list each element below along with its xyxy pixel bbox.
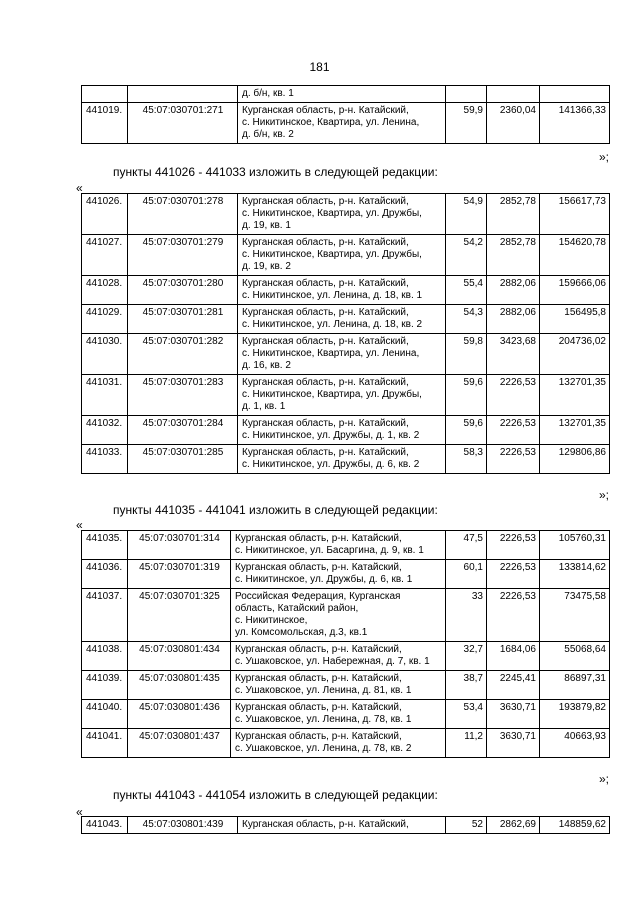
unit-price-cell: 2226,53 bbox=[487, 416, 540, 445]
value-cell: 148859,62 bbox=[540, 817, 610, 834]
unit-price-cell: 2226,53 bbox=[487, 560, 540, 589]
area-cell: 58,3 bbox=[446, 445, 487, 474]
value-cell: 40663,93 bbox=[540, 729, 610, 758]
closing-quote: »; bbox=[598, 488, 609, 502]
table-row bbox=[82, 560, 610, 589]
row-number-cell: 441032. bbox=[82, 416, 128, 445]
address-cell: Курганская область, р-н. Катайский, с. Никитинское, Квартира, ул. Ленина, д. б/н, кв. 2 bbox=[238, 103, 446, 144]
address-cell: Курганская область, р-н. Катайский, с. Никитинское, Квартира, ул. Дружбы, д. 19, кв. 1 bbox=[238, 194, 446, 235]
cadastral-number-cell: 45:07:030701:280 bbox=[128, 276, 238, 305]
table-row bbox=[82, 589, 610, 642]
row-number-cell: 441030. bbox=[82, 334, 128, 375]
row-number-cell: 441035. bbox=[82, 531, 128, 560]
row-number-cell: 441031. bbox=[82, 375, 128, 416]
value-cell bbox=[540, 86, 610, 103]
area-cell: 11,2 bbox=[446, 729, 487, 758]
address-cell: д. б/н, кв. 1 bbox=[238, 86, 446, 103]
row-number-cell: 441040. bbox=[82, 700, 128, 729]
table-row bbox=[82, 729, 610, 758]
table-row bbox=[82, 86, 610, 103]
opening-quote: « bbox=[76, 518, 83, 532]
table-row bbox=[82, 235, 610, 276]
value-cell: 154620,78 bbox=[540, 235, 610, 276]
table-row bbox=[82, 276, 610, 305]
table-row bbox=[82, 445, 610, 474]
address-cell: Курганская область, р-н. Катайский, с. Никитинское, Квартира, ул. Ленина, д. 16, кв. 2 bbox=[238, 334, 446, 375]
area-cell: 60,1 bbox=[446, 560, 487, 589]
value-cell: 156617,73 bbox=[540, 194, 610, 235]
address-cell: Курганская область, р-н. Катайский, с. Ушаковское, ул. Набережная, д. 7, кв. 1 bbox=[231, 642, 446, 671]
table-row bbox=[82, 531, 610, 560]
value-cell: 129806,86 bbox=[540, 445, 610, 474]
unit-price-cell: 2882,06 bbox=[487, 305, 540, 334]
cadastral-number-cell: 45:07:030801:439 bbox=[128, 817, 238, 834]
amendment-instruction: пункты 441035 - 441041 изложить в следующей редакции: bbox=[113, 503, 438, 517]
closing-quote: »; bbox=[598, 150, 609, 164]
area-cell: 32,7 bbox=[446, 642, 487, 671]
closing-quote: »; bbox=[598, 772, 609, 786]
cadastral-number-cell: 45:07:030701:314 bbox=[128, 531, 231, 560]
amendment-instruction: пункты 441043 - 441054 изложить в следующей редакции: bbox=[113, 788, 438, 802]
unit-price-cell: 2226,53 bbox=[487, 589, 540, 642]
registry-table-4 bbox=[81, 816, 610, 834]
area-cell: 59,8 bbox=[446, 334, 487, 375]
table-row bbox=[82, 305, 610, 334]
row-number-cell: 441038. bbox=[82, 642, 128, 671]
value-cell: 86897,31 bbox=[540, 671, 610, 700]
value-cell: 132701,35 bbox=[540, 416, 610, 445]
area-cell: 59,6 bbox=[446, 416, 487, 445]
address-cell: Российская Федерация, Курганская область, Катайский район, с. Никитинское, ул. Комсомольская, д.3, кв.1 bbox=[231, 589, 446, 642]
cadastral-number-cell: 45:07:030701:279 bbox=[128, 235, 238, 276]
row-number-cell: 441043. bbox=[82, 817, 128, 834]
address-cell: Курганская область, р-н. Катайский, с. Никитинское, ул. Басаргина, д. 9, кв. 1 bbox=[231, 531, 446, 560]
row-number-cell: 441039. bbox=[82, 671, 128, 700]
table-row bbox=[82, 700, 610, 729]
opening-quote: « bbox=[76, 181, 83, 195]
row-number-cell: 441019. bbox=[82, 103, 128, 144]
cadastral-number-cell: 45:07:030701:325 bbox=[128, 589, 231, 642]
registry-table-1 bbox=[81, 85, 610, 144]
value-cell: 159666,06 bbox=[540, 276, 610, 305]
row-number-cell: 441037. bbox=[82, 589, 128, 642]
row-number-cell: 441033. bbox=[82, 445, 128, 474]
cadastral-number-cell: 45:07:030701:281 bbox=[128, 305, 238, 334]
cadastral-number-cell: 45:07:030701:319 bbox=[128, 560, 231, 589]
row-number-cell: 441026. bbox=[82, 194, 128, 235]
value-cell: 141366,33 bbox=[540, 103, 610, 144]
cadastral-number-cell: 45:07:030801:437 bbox=[128, 729, 231, 758]
value-cell: 105760,31 bbox=[540, 531, 610, 560]
row-number-cell: 441041. bbox=[82, 729, 128, 758]
value-cell: 132701,35 bbox=[540, 375, 610, 416]
unit-price-cell: 2226,53 bbox=[487, 375, 540, 416]
area-cell: 59,6 bbox=[446, 375, 487, 416]
cadastral-number-cell: 45:07:030701:271 bbox=[128, 103, 238, 144]
row-number-cell: 441029. bbox=[82, 305, 128, 334]
unit-price-cell: 2862,69 bbox=[487, 817, 540, 834]
value-cell: 55068,64 bbox=[540, 642, 610, 671]
unit-price-cell: 2360,04 bbox=[487, 103, 540, 144]
value-cell: 156495,8 bbox=[540, 305, 610, 334]
address-cell: Курганская область, р-н. Катайский, с. Ушаковское, ул. Ленина, д. 78, кв. 1 bbox=[231, 700, 446, 729]
area-cell: 33 bbox=[446, 589, 487, 642]
address-cell: Курганская область, р-н. Катайский, с. Никитинское, Квартира, ул. Дружбы, д. 1, кв. 1 bbox=[238, 375, 446, 416]
unit-price-cell bbox=[487, 86, 540, 103]
cadastral-number-cell: 45:07:030801:435 bbox=[128, 671, 231, 700]
cadastral-number-cell: 45:07:030701:284 bbox=[128, 416, 238, 445]
registry-table-2 bbox=[81, 193, 610, 474]
unit-price-cell: 1684,06 bbox=[487, 642, 540, 671]
cadastral-number-cell bbox=[128, 86, 238, 103]
area-cell: 54,3 bbox=[446, 305, 487, 334]
address-cell: Курганская область, р-н. Катайский, с. Ушаковское, ул. Ленина, д. 78, кв. 2 bbox=[231, 729, 446, 758]
table-row bbox=[82, 334, 610, 375]
area-cell: 54,9 bbox=[446, 194, 487, 235]
address-cell: Курганская область, р-н. Катайский, bbox=[238, 817, 446, 834]
address-cell: Курганская область, р-н. Катайский, с. Никитинское, ул. Ленина, д. 18, кв. 2 bbox=[238, 305, 446, 334]
area-cell: 47,5 bbox=[446, 531, 487, 560]
area-cell: 38,7 bbox=[446, 671, 487, 700]
value-cell: 73475,58 bbox=[540, 589, 610, 642]
unit-price-cell: 2226,53 bbox=[487, 445, 540, 474]
value-cell: 204736,02 bbox=[540, 334, 610, 375]
row-number-cell: 441027. bbox=[82, 235, 128, 276]
unit-price-cell: 2852,78 bbox=[487, 194, 540, 235]
table-row bbox=[82, 416, 610, 445]
cadastral-number-cell: 45:07:030801:436 bbox=[128, 700, 231, 729]
address-cell: Курганская область, р-н. Катайский, с. Никитинское, ул. Ленина, д. 18, кв. 1 bbox=[238, 276, 446, 305]
address-cell: Курганская область, р-н. Катайский, с. Никитинское, Квартира, ул. Дружбы, д. 19, кв. 2 bbox=[238, 235, 446, 276]
table-row bbox=[82, 671, 610, 700]
unit-price-cell: 2882,06 bbox=[487, 276, 540, 305]
address-cell: Курганская область, р-н. Катайский, с. Ушаковское, ул. Ленина, д. 81, кв. 1 bbox=[231, 671, 446, 700]
value-cell: 193879,82 bbox=[540, 700, 610, 729]
table-row bbox=[82, 375, 610, 416]
table-row bbox=[82, 642, 610, 671]
address-cell: Курганская область, р-н. Катайский, с. Никитинское, ул. Дружбы, д. 1, кв. 2 bbox=[238, 416, 446, 445]
cadastral-number-cell: 45:07:030701:278 bbox=[128, 194, 238, 235]
cadastral-number-cell: 45:07:030801:434 bbox=[128, 642, 231, 671]
registry-table-3 bbox=[81, 530, 610, 758]
area-cell: 59,9 bbox=[446, 103, 487, 144]
cadastral-number-cell: 45:07:030701:283 bbox=[128, 375, 238, 416]
area-cell bbox=[446, 86, 487, 103]
row-number-cell: 441028. bbox=[82, 276, 128, 305]
table-row bbox=[82, 194, 610, 235]
area-cell: 53,4 bbox=[446, 700, 487, 729]
cadastral-number-cell: 45:07:030701:285 bbox=[128, 445, 238, 474]
area-cell: 52 bbox=[446, 817, 487, 834]
area-cell: 55,4 bbox=[446, 276, 487, 305]
page-number: 181 bbox=[309, 60, 330, 74]
table-row bbox=[82, 103, 610, 144]
row-number-cell bbox=[82, 86, 128, 103]
address-cell: Курганская область, р-н. Катайский, с. Никитинское, ул. Дружбы, д. 6, кв. 2 bbox=[238, 445, 446, 474]
unit-price-cell: 2226,53 bbox=[487, 531, 540, 560]
value-cell: 133814,62 bbox=[540, 560, 610, 589]
area-cell: 54,2 bbox=[446, 235, 487, 276]
unit-price-cell: 3630,71 bbox=[487, 729, 540, 758]
row-number-cell: 441036. bbox=[82, 560, 128, 589]
unit-price-cell: 3423,68 bbox=[487, 334, 540, 375]
opening-quote: « bbox=[76, 805, 83, 819]
amendment-instruction: пункты 441026 - 441033 изложить в следующей редакции: bbox=[113, 165, 438, 179]
cadastral-number-cell: 45:07:030701:282 bbox=[128, 334, 238, 375]
unit-price-cell: 2245,41 bbox=[487, 671, 540, 700]
table-row bbox=[82, 817, 610, 834]
unit-price-cell: 2852,78 bbox=[487, 235, 540, 276]
unit-price-cell: 3630,71 bbox=[487, 700, 540, 729]
address-cell: Курганская область, р-н. Катайский, с. Никитинское, ул. Дружбы, д. 6, кв. 1 bbox=[231, 560, 446, 589]
